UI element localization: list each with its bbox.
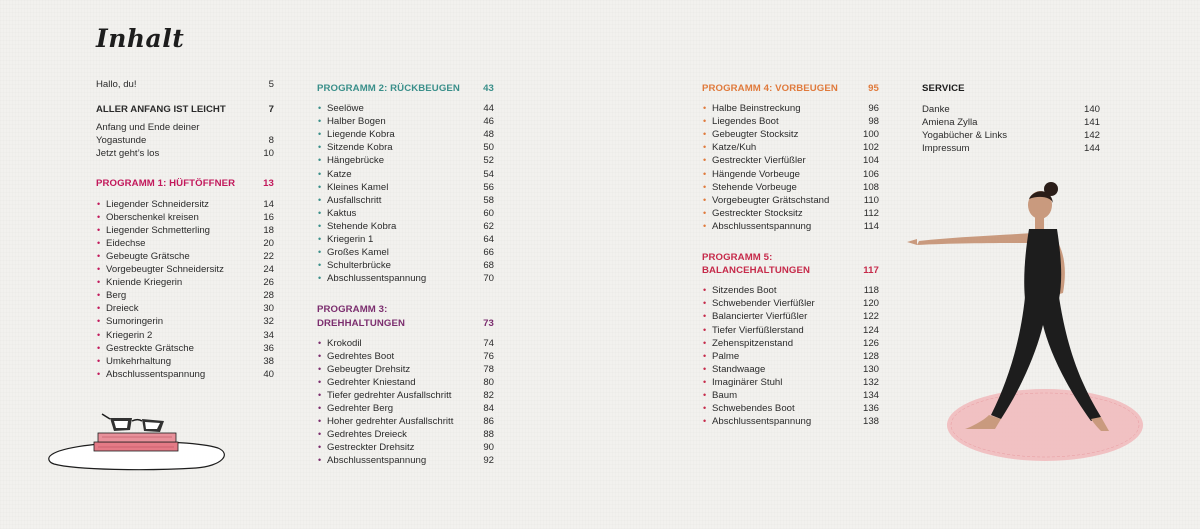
toc-item-page: 128 — [862, 350, 879, 362]
program-page: 13 — [263, 178, 274, 190]
bullet-icon: • — [703, 311, 707, 322]
toc-item-page: 132 — [862, 376, 879, 388]
toc-list-item[interactable] — [317, 141, 494, 154]
toc-item-label: Ausfallschritt — [327, 194, 382, 206]
toc-list-item[interactable] — [702, 141, 879, 154]
bullet-icon: • — [318, 389, 322, 400]
bullet-icon: • — [97, 329, 101, 340]
toc-entry-page: 8 — [268, 135, 274, 147]
toc-item-label: Gedrehtes Dreieck — [327, 429, 407, 441]
toc-item-label: Liegendes Boot — [712, 116, 779, 128]
bullet-icon: • — [703, 350, 707, 361]
toc-list-item[interactable] — [317, 259, 494, 272]
toc-entry-page: 10 — [263, 148, 274, 160]
toc-item-page: 82 — [483, 389, 494, 401]
toc-list-item[interactable] — [317, 128, 494, 141]
toc-item-label: Tiefer gedrehter Ausfallschritt — [327, 389, 452, 401]
toc-list-item[interactable] — [317, 102, 494, 115]
toc-item-label: Gedrehtes Boot — [327, 350, 395, 362]
program-page: 43 — [483, 83, 494, 94]
toc-item-label: Kleines Kamel — [327, 181, 389, 193]
toc-item-page: 96 — [868, 103, 879, 115]
toc-list-item[interactable] — [96, 211, 274, 224]
toc-item-label: Abschlussentspannung — [106, 368, 206, 380]
bullet-icon: • — [703, 207, 707, 218]
bullet-icon: • — [318, 168, 322, 179]
toc-item-page: 102 — [862, 142, 879, 154]
toc-item-label: Danke — [922, 104, 950, 116]
toc-item-label: Großes Kamel — [327, 247, 389, 259]
toc-item-page: 60 — [483, 207, 494, 219]
bullet-icon: • — [318, 142, 322, 153]
toc-list-item[interactable] — [922, 129, 1100, 142]
toc-item-label: Gestreckter Drehsitz — [327, 442, 415, 454]
bullet-icon: • — [703, 324, 707, 335]
toc-item-label: Gedrehter Kniestand — [327, 376, 416, 388]
toc-list-item[interactable] — [317, 415, 494, 428]
toc-entry-label: Anfang und Ende deiner — [96, 122, 200, 134]
program-page: 117 — [863, 265, 879, 277]
bullet-icon: • — [97, 277, 101, 288]
bullet-icon: • — [318, 103, 322, 114]
toc-list-item[interactable] — [922, 142, 1100, 155]
toc-item-page: 130 — [862, 363, 879, 375]
toc-heading-service[interactable] — [922, 82, 965, 95]
toc-item-label: Yogabücher & Links — [922, 130, 1007, 142]
toc-section-label: ALLER ANFANG IST LEICHT — [96, 104, 226, 116]
toc-entry[interactable] — [96, 121, 274, 134]
program-heading-line2: BALANCEHALTUNGEN — [702, 265, 811, 277]
toc-item-page: 16 — [263, 211, 274, 223]
toc-heading-program-4[interactable] — [702, 82, 879, 95]
bullet-icon: • — [703, 220, 707, 231]
program-heading-line2: DREHHALTUNGEN — [317, 317, 405, 329]
toc-list-item[interactable] — [96, 289, 274, 302]
toc-item-page: 14 — [263, 198, 274, 210]
toc-item-page: 126 — [862, 337, 879, 349]
toc-list-item[interactable] — [702, 128, 879, 141]
toc-item-label: Abschlussentspannung — [712, 416, 812, 428]
toc-item-label: Schwebendes Boot — [712, 403, 795, 415]
toc-item-label: Gedrehter Berg — [327, 403, 394, 415]
bullet-icon: • — [97, 224, 101, 235]
bullet-icon: • — [318, 442, 322, 453]
toc-item-page: 134 — [862, 389, 879, 401]
toc-list-item[interactable] — [702, 376, 879, 389]
toc-item-label: Gebeugte Grätsche — [106, 250, 190, 262]
toc-list-item[interactable] — [702, 154, 879, 167]
bullet-icon: • — [318, 350, 322, 361]
bullet-icon: • — [97, 211, 101, 222]
toc-list-item[interactable] — [317, 181, 494, 194]
toc-entry[interactable] — [96, 134, 274, 147]
toc-list-item[interactable] — [702, 220, 879, 233]
toc-heading-program-1[interactable] — [96, 177, 274, 190]
toc-list-item[interactable] — [317, 207, 494, 220]
toc-item-page: 38 — [263, 355, 274, 367]
toc-list-item[interactable] — [317, 441, 494, 454]
toc-item-label: Abschlussentspannung — [712, 220, 812, 232]
bullet-icon: • — [703, 337, 707, 348]
toc-entry-label: Jetzt geht’s los — [96, 148, 160, 160]
toc-item-page: 30 — [263, 303, 274, 315]
toc-item-label: Katze/Kuh — [712, 142, 757, 154]
toc-list-item[interactable] — [96, 250, 274, 263]
toc-item-label: Gestreckte Grätsche — [106, 342, 194, 354]
bullet-icon: • — [97, 290, 101, 301]
toc-item-label: Gestreckter Stocksitz — [712, 207, 803, 219]
toc-column-1 — [96, 78, 274, 381]
toc-item-label: Hoher gedrehter Ausfallschritt — [327, 416, 454, 428]
bullet-icon: • — [703, 155, 707, 166]
toc-list-item[interactable] — [317, 220, 494, 233]
bullet-icon: • — [703, 376, 707, 387]
bullet-icon: • — [97, 198, 101, 209]
bullet-icon: • — [703, 168, 707, 179]
toc-entry-intro[interactable] — [96, 78, 274, 91]
toc-list-item[interactable] — [96, 276, 274, 289]
toc-item-page: 136 — [862, 403, 879, 415]
toc-item-page: 48 — [483, 129, 494, 141]
toc-list-item[interactable] — [96, 342, 274, 355]
toc-item-page: 40 — [263, 368, 274, 380]
bullet-icon: • — [318, 337, 322, 348]
toc-item-label: Eidechse — [106, 237, 146, 249]
toc-item-page: 56 — [483, 181, 494, 193]
toc-list-item[interactable] — [702, 284, 879, 297]
yoga-figure-illustration — [905, 175, 1145, 475]
toc-list-item[interactable] — [317, 168, 494, 181]
toc-item-label: Kriegerin 2 — [106, 329, 153, 341]
toc-item-label: Balancierter Vierfüßler — [712, 311, 808, 323]
toc-item-page: 28 — [263, 290, 274, 302]
toc-list-item[interactable] — [922, 103, 1100, 116]
toc-item-page: 142 — [1083, 130, 1100, 142]
program-heading-line1: PROGRAMM 3: — [317, 304, 388, 316]
bullet-icon: • — [318, 194, 322, 205]
toc-item-page: 141 — [1083, 117, 1100, 129]
toc-item-label: Dreieck — [106, 303, 139, 315]
toc-item-page: 44 — [483, 103, 494, 115]
toc-item-page: 106 — [862, 168, 879, 180]
toc-item-page: 84 — [483, 403, 494, 415]
toc-item-label: Kriegerin 1 — [327, 234, 374, 246]
toc-list-item[interactable] — [702, 337, 879, 350]
toc-list-item[interactable] — [317, 246, 494, 259]
program-2-list — [317, 102, 494, 285]
bullet-icon: • — [318, 273, 322, 284]
bullet-icon: • — [318, 207, 322, 218]
toc-item-page: 138 — [862, 416, 879, 428]
program-page: 95 — [868, 83, 879, 94]
toc-list-item[interactable] — [702, 194, 879, 207]
toc-item-label: Kniende Kriegerin — [106, 277, 183, 289]
toc-list-item[interactable] — [702, 310, 879, 323]
service-heading: SERVICE — [922, 83, 965, 94]
toc-item-page: 124 — [862, 324, 879, 336]
bullet-icon: • — [97, 264, 101, 275]
toc-list-item[interactable] — [317, 337, 494, 350]
bullet-icon: • — [97, 368, 101, 379]
bullet-icon: • — [97, 342, 101, 353]
toc-heading-program-3[interactable] — [317, 303, 494, 329]
toc-item-page: 100 — [862, 129, 879, 141]
bullet-icon: • — [318, 403, 322, 414]
toc-list-item[interactable] — [96, 368, 274, 381]
toc-item-page: 26 — [263, 277, 274, 289]
toc-item-label: Schulterbrücke — [327, 260, 391, 272]
toc-item-page: 22 — [263, 250, 274, 262]
toc-list-item[interactable] — [96, 315, 274, 328]
toc-item-label: Palme — [712, 350, 740, 362]
toc-item-page: 112 — [863, 207, 879, 219]
toc-item-label: Baum — [712, 389, 738, 401]
toc-list-item[interactable] — [702, 115, 879, 128]
toc-item-label: Halbe Beinstreckung — [712, 103, 801, 115]
program-heading-line1: PROGRAMM 5: — [702, 252, 773, 264]
toc-item-page: 52 — [483, 155, 494, 167]
bullet-icon: • — [703, 129, 707, 140]
toc-item-page: 24 — [263, 264, 274, 276]
toc-item-label: Seelöwe — [327, 103, 364, 115]
toc-item-label: Abschlussentspannung — [327, 273, 427, 285]
toc-list-item[interactable] — [702, 389, 879, 402]
bullet-icon: • — [703, 298, 707, 309]
toc-item-page: 18 — [263, 224, 274, 236]
toc-item-page: 70 — [483, 273, 494, 285]
bullet-icon: • — [703, 142, 707, 153]
toc-entry-page: 5 — [268, 79, 274, 90]
toc-list-item[interactable] — [96, 198, 274, 211]
toc-list-item[interactable] — [317, 363, 494, 376]
program-heading: PROGRAMM 2: RÜCKBEUGEN — [317, 83, 460, 94]
toc-item-label: Amiena Zylla — [922, 117, 978, 129]
toc-item-page: 88 — [483, 429, 494, 441]
bullet-icon: • — [318, 376, 322, 387]
toc-item-page: 58 — [483, 194, 494, 206]
toc-item-page: 62 — [483, 220, 494, 232]
bullet-icon: • — [97, 316, 101, 327]
toc-item-label: Tiefer Vierfüßlerstand — [712, 324, 804, 336]
toc-item-page: 118 — [863, 285, 879, 297]
toc-item-page: 64 — [483, 234, 494, 246]
toc-list-item[interactable] — [317, 115, 494, 128]
toc-list-item[interactable] — [317, 194, 494, 207]
program-heading: PROGRAMM 1: HÜFTÖFFNER — [96, 178, 236, 190]
toc-column-4 — [922, 82, 1100, 155]
toc-list-item[interactable] — [702, 363, 879, 376]
toc-list-item[interactable] — [317, 376, 494, 389]
toc-list-item[interactable] — [702, 181, 879, 194]
service-list — [922, 103, 1100, 155]
toc-item-label: Gebeugter Drehsitz — [327, 363, 411, 375]
toc-item-page: 98 — [868, 116, 879, 128]
bullet-icon: • — [703, 389, 707, 400]
toc-item-page: 104 — [862, 155, 879, 167]
toc-item-label: Krokodil — [327, 337, 362, 349]
program-5-list — [702, 284, 879, 428]
toc-item-label: Abschlussentspannung — [327, 455, 427, 467]
toc-item-page: 36 — [263, 342, 274, 354]
toc-list-item[interactable] — [96, 263, 274, 276]
bullet-icon: • — [318, 181, 322, 192]
toc-heading-program-5[interactable] — [702, 251, 879, 277]
toc-item-label: Liegender Schneidersitz — [106, 198, 209, 210]
bullet-icon: • — [703, 285, 707, 296]
toc-item-page: 68 — [483, 260, 494, 272]
toc-item-label: Oberschenkel kreisen — [106, 211, 199, 223]
toc-item-label: Berg — [106, 290, 127, 302]
toc-item-label: Hängebrücke — [327, 155, 385, 167]
toc-item-page: 54 — [483, 168, 494, 180]
toc-item-page: 110 — [863, 194, 879, 206]
toc-list-item[interactable] — [96, 355, 274, 368]
toc-list-item[interactable] — [702, 415, 879, 428]
toc-list-item[interactable] — [317, 402, 494, 415]
toc-entry-label: Yogastunde — [96, 135, 147, 147]
toc-list-item[interactable] — [317, 154, 494, 167]
toc-item-label: Hängende Vorbeuge — [712, 168, 801, 180]
bullet-icon: • — [97, 250, 101, 261]
toc-list-item[interactable] — [702, 168, 879, 181]
bullet-icon: • — [703, 194, 707, 205]
toc-item-page: 86 — [483, 416, 494, 428]
toc-list-item[interactable] — [317, 272, 494, 285]
toc-list-item[interactable] — [317, 454, 494, 467]
toc-item-page: 120 — [862, 298, 879, 310]
program-page: 73 — [483, 317, 494, 329]
bullet-icon: • — [318, 429, 322, 440]
toc-item-label: Impressum — [922, 143, 970, 155]
bullet-icon: • — [703, 403, 707, 414]
toc-item-page: 78 — [483, 363, 494, 375]
toc-item-label: Stehende Kobra — [327, 220, 397, 232]
toc-item-page: 114 — [863, 220, 879, 232]
toc-list-item[interactable] — [702, 324, 879, 337]
program-heading: PROGRAMM 4: VORBEUGEN — [702, 83, 838, 94]
bullet-icon: • — [318, 363, 322, 374]
toc-list-item[interactable] — [702, 350, 879, 363]
toc-entry-label: Hallo, du! — [96, 79, 137, 90]
toc-column-3 — [702, 82, 879, 444]
bullet-icon: • — [318, 416, 322, 427]
toc-item-page: 46 — [483, 116, 494, 128]
toc-list-item[interactable] — [702, 207, 879, 220]
toc-list-item[interactable] — [702, 102, 879, 115]
toc-column-2 — [317, 82, 494, 484]
toc-item-label: Imaginärer Stuhl — [712, 376, 783, 388]
bullet-icon: • — [703, 116, 707, 127]
bullet-icon: • — [318, 247, 322, 258]
toc-item-page: 140 — [1083, 104, 1100, 116]
bullet-icon: • — [703, 363, 707, 374]
toc-list-item[interactable] — [317, 389, 494, 402]
toc-list-item[interactable] — [317, 428, 494, 441]
bullet-icon: • — [318, 234, 322, 245]
toc-item-label: Katze — [327, 168, 352, 180]
toc-item-page: 74 — [483, 337, 494, 349]
bullet-icon: • — [97, 303, 101, 314]
toc-item-page: 92 — [483, 455, 494, 467]
toc-item-page: 32 — [263, 316, 274, 328]
toc-item-page: 80 — [483, 376, 494, 388]
toc-section-aller-anfang[interactable] — [96, 103, 274, 116]
bullet-icon: • — [318, 455, 322, 466]
toc-item-label: Sitzendes Boot — [712, 285, 777, 297]
toc-item-label: Liegende Kobra — [327, 129, 395, 141]
toc-item-label: Stehende Vorbeuge — [712, 181, 797, 193]
bullet-icon: • — [703, 416, 707, 427]
toc-item-label: Standwaage — [712, 363, 766, 375]
toc-item-label: Halber Bogen — [327, 116, 386, 128]
toc-list-item[interactable] — [922, 116, 1100, 129]
toc-list-item[interactable] — [96, 302, 274, 315]
toc-list-item[interactable] — [702, 297, 879, 310]
toc-item-page: 20 — [263, 237, 274, 249]
toc-item-page: 34 — [263, 329, 274, 341]
program-4-list — [702, 102, 879, 233]
toc-list-item[interactable] — [96, 237, 274, 250]
toc-item-label: Liegender Schmetterling — [106, 224, 210, 236]
page-title: Inhalt — [96, 24, 185, 53]
toc-item-label: Kaktus — [327, 207, 357, 219]
toc-item-page: 122 — [862, 311, 879, 323]
toc-list-item[interactable] — [317, 233, 494, 246]
toc-list-item[interactable] — [702, 402, 879, 415]
toc-item-page: 50 — [483, 142, 494, 154]
toc-item-label: Zehenspitzenstand — [712, 337, 794, 349]
toc-section-page: 7 — [268, 104, 274, 116]
toc-item-label: Sitzende Kobra — [327, 142, 393, 154]
toc-item-label: Vorgebeugter Schneidersitz — [106, 264, 224, 276]
bullet-icon: • — [318, 220, 322, 231]
bullet-icon: • — [97, 237, 101, 248]
toc-heading-program-2[interactable] — [317, 82, 494, 95]
toc-item-label: Gestreckter Vierfüßler — [712, 155, 806, 167]
toc-item-page: 108 — [862, 181, 879, 193]
books-glasses-illustration — [46, 408, 236, 472]
program-1-list — [96, 198, 274, 381]
program-3-list — [317, 337, 494, 468]
bullet-icon: • — [318, 129, 322, 140]
toc-item-label: Vorgebeugter Grätschstand — [712, 194, 830, 206]
toc-item-page: 66 — [483, 247, 494, 259]
bullet-icon: • — [318, 260, 322, 271]
bullet-icon: • — [318, 116, 322, 127]
toc-item-label: Sumoringerin — [106, 316, 164, 328]
toc-list-item[interactable] — [96, 329, 274, 342]
bullet-icon: • — [97, 355, 101, 366]
toc-item-label: Schwebender Vierfüßler — [712, 298, 815, 310]
bullet-icon: • — [703, 181, 707, 192]
bullet-icon: • — [318, 155, 322, 166]
toc-list-item[interactable] — [96, 224, 274, 237]
toc-item-label: Gebeugter Stocksitz — [712, 129, 799, 141]
toc-item-page: 76 — [483, 350, 494, 362]
toc-entry[interactable] — [96, 147, 274, 160]
toc-list-item[interactable] — [317, 350, 494, 363]
toc-item-page: 144 — [1083, 143, 1100, 155]
toc-item-label: Umkehrhaltung — [106, 355, 172, 367]
toc-item-page: 90 — [483, 442, 494, 454]
bullet-icon: • — [703, 103, 707, 114]
